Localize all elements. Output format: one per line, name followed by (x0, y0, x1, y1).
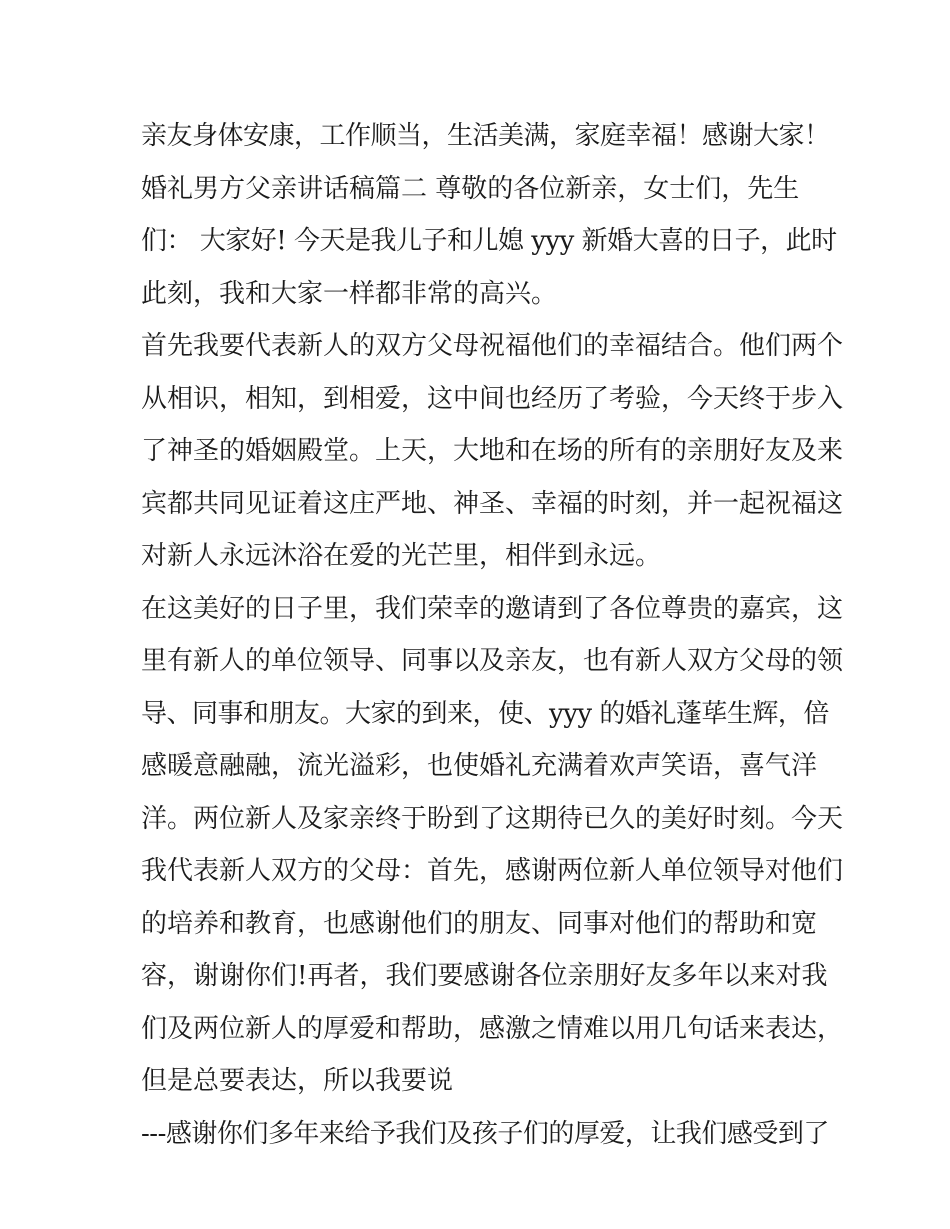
text-line: 们： 大家好! 今天是我儿子和儿媳 yyy 新婚大喜的日子，此时 (141, 226, 837, 256)
text-line: 在这美好的日子里，我们荣幸的邀请到了各位尊贵的嘉宾，这 (141, 593, 844, 624)
text-line: 从相识，相知，到相爱，这中间也经历了考验，今天终于步入 (141, 383, 844, 414)
body-text (141, 110, 844, 1160)
text-line: 婚礼男方父亲讲话稿篇二 尊敬的各位新亲，女士们，先生 (141, 173, 800, 204)
text-line: ---感谢你们多年来给予我们及孩子们的厚爱，让我们感受到了 (141, 1118, 829, 1149)
text-line: 导、同事和朋友。大家的到来，使、yyy 的婚礼蓬荜生辉，倍 (141, 698, 829, 729)
text-line: 亲友身体安康，工作顺当，生活美满，家庭幸福！感谢大家！ (141, 121, 830, 151)
text-line: 我代表新人双方的父母：首先，感谢两位新人单位领导对他们 (141, 856, 844, 886)
text-line: 首先我要代表新人的双方父母祝福他们的幸福结合。他们两个 (141, 331, 844, 361)
text-line: 里有新人的单位领导、同事以及亲友，也有新人双方父母的领 (141, 646, 844, 676)
text-line: 的培养和教育，也感谢他们的朋友、同事对他们的帮助和宽 (141, 908, 818, 939)
text-line: 感暖意融融，流光溢彩，也使婚礼充满着欢声笑语，喜气洋 (141, 751, 818, 781)
text-line: 洋。两位新人及家亲终于盼到了这期待已久的美好时刻。今天 (141, 803, 844, 834)
text-line: 们及两位新人的厚爱和帮助，感激之情难以用几句话来表达， (141, 1013, 844, 1044)
text-line: 宾都共同见证着这庄严地、神圣、幸福的时刻，并一起祝福这 (141, 488, 844, 519)
text-line: 但是总要表达，所以我要说 (141, 1066, 454, 1096)
text-line: 此刻，我和大家一样都非常的高兴。 (141, 278, 558, 309)
text-line: 容，谢谢你们!再者，我们要感谢各位亲朋好友多年以来对我 (141, 961, 828, 991)
text-line: 了神圣的婚姻殿堂。上天，大地和在场的所有的亲朋好友及来 (141, 436, 844, 466)
text-line: 对新人永远沐浴在爱的光芒里，相伴到永远。 (141, 541, 662, 571)
